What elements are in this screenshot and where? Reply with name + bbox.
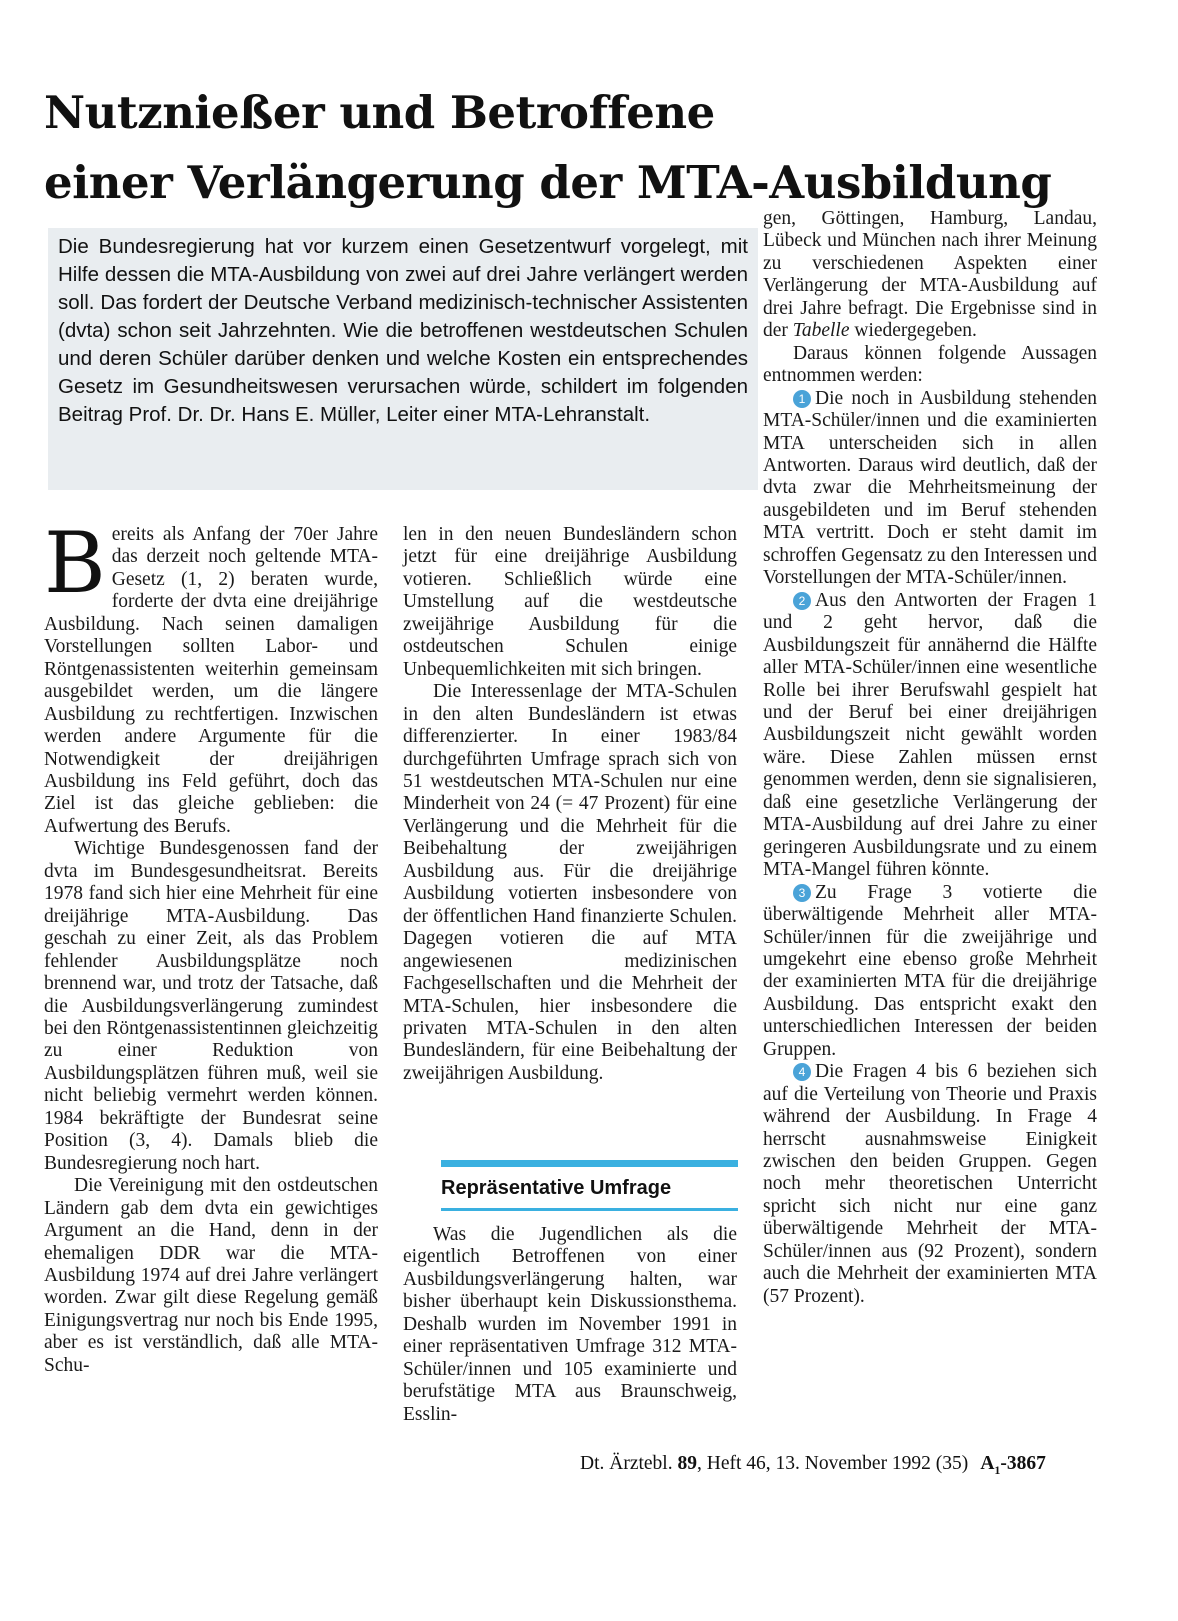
paragraph: len in den neuen Bundesländern schon jetzt für eine dreijährige Ausbildung votieren. Schließlich würde eine Umstellung auf die westdeutsche zweijährige Ausbildung für die ostdeutschen Schulen einige Unbequemlichkeiten mit sich bringen. xyxy=(403,524,737,680)
footer-journal: Dt. Ärztebl. xyxy=(580,1453,678,1474)
paragraph-text: ereits als Anfang der 70er Jahre das derzeit noch geltende MTA-Gesetz (1, 2) beraten wurde, forderte der dvta eine dreijährige Ausbildung. Nach seinen damaligen Vorstellungen sollten Labor- und Röntgenassistenten weiterhin gemeinsam ausgebildet werden, um die längere Ausbildung zu rechtfertigen. Inzwischen werden andere Argumente für die Notwendigkeit der dreijährigen Ausbildung ins Feld geführt, doch das Ziel ist das gleiche geblieben: die Aufwertung des Berufs. xyxy=(44,524,378,837)
page-num: -3867 xyxy=(1000,1453,1046,1474)
text-column-2-continued xyxy=(403,1224,737,1426)
paragraph-text: Die noch in Ausbildung stehenden MTA-Schüler/innen und die examinierten MTA unterscheiden sich in allen Antworten. Daraus wird deutlich, daß der dvta zwar die Mehrheitsmeinung der ausgebildeten und im Beruf stehenden MTA vertritt. Doch er steht damit im schroffen Gegensatz zu den Interessen und Vorstellungen der MTA-Schüler/innen. xyxy=(763,387,1097,589)
title-line-2: einer Verlängerung der MTA-Ausbildung xyxy=(44,156,1052,209)
paragraph-text: Die Fragen 4 bis 6 beziehen sich auf die Verteilung von Theorie und Praxis während der Ausbildung. In Frage 4 herrscht ausnahmsweise Einigkeit zwischen den beiden Gruppen. Gegen noch mehr theoretischen Unterricht spricht sich nicht nur eine ganz überwältigende Mehrheit der MTA-Schüler/innen aus (92 Prozent), sondern auch die Mehrheit der examinierten MTA (57 Prozent). xyxy=(763,1061,1097,1307)
paragraph xyxy=(44,514,378,838)
page-footer xyxy=(580,1452,1100,1482)
paragraph-text: Aus den Antworten der Fragen 1 und 2 geht hervor, daß die Ausbildungszeit für annähernd die Hälfte aller MTA-Schüler/innen eine wesentliche Rolle bei ihrer Berufswahl gespielt hat und der Beruf bei einer dreijährigen Ausbildungszeit nicht gewählt worden wäre. Diese Zahlen müssen ernst genommen werden, denn sie signalisieren, daß eine gesetzliche Verlängerung der MTA-Ausbildung auf drei Jahre zu einer geringeren Ausbildungsrate und zu einem MTA-Mangel führen könnte. xyxy=(763,589,1097,881)
article-title xyxy=(44,78,1144,218)
subhead-rule-bottom xyxy=(441,1208,738,1211)
paragraph: Daraus können folgende Aussagen entnommen werden: xyxy=(763,342,1097,387)
title-line-1: Nutznießer und Betroffene xyxy=(44,86,715,139)
paragraph-text: gen, Göttingen, Hamburg, Landau, Lübeck und München nach ihrer Meinung zu verschiedenen Aspekten einer Verlängerung der MTA-Ausbildung auf drei Jahre befragt. Die Ergebnisse sind in der xyxy=(763,208,1097,342)
table-reference: Tabelle xyxy=(792,320,850,342)
page-number xyxy=(980,1453,1046,1477)
numbered-paragraph xyxy=(763,1061,1097,1308)
number-badge-3: 3 xyxy=(793,884,811,902)
numbered-paragraph xyxy=(763,882,1097,1062)
number-badge-1: 1 xyxy=(793,390,811,408)
paragraph xyxy=(763,208,1097,343)
paragraph-text: Zu Frage 3 votierte die überwältigende Mehrheit aller MTA-Schüler/innen für die zweijährige und umgekehrt eine ebenso große Mehrheit der examinierten MTA für die dreijährige Ausbildung. Das entspricht exakt den unterschiedlichen Interessen der beiden Gruppen. xyxy=(763,881,1097,1060)
text-column-3 xyxy=(763,208,1097,1308)
text-column-2 xyxy=(403,524,737,1085)
subhead-rule-top xyxy=(441,1160,738,1167)
text-column-1 xyxy=(44,514,378,1377)
paragraph: Wichtige Bundesgenossen fand der dvta im Bundesgesundheitsrat. Bereits 1978 fand sich hier eine Mehrheit für eine dreijährige MTA-Ausbildung. Das geschah zu einer Zeit, als das Problem fehlender Ausbildungsplätze noch brennend war, und trotz der Tatsache, daß die Ausbildungsverlängerung zumindest bei den Röntgenassistentinnen gleichzeitig zu einer Reduktion von Ausbildungsplätzen führen muß, weil sie nicht beliebig vermehrt werden können. 1984 bekräftigte der Bundesrat seine Position (3, 4). Damals blieb die Bundesregierung noch hart. xyxy=(44,838,378,1174)
paragraph: Die Interessenlage der MTA-Schulen in den alten Bundesländern ist etwas differenzierter. In einer 1983/84 durchgeführten Umfrage sprach sich von 51 westdeutschen MTA-Schulen nur eine Minderheit von 24 (= 47 Prozent) für eine Verlängerung und die Mehrheit für die Beibehaltung der zweijährigen Ausbildung aus. Für die dreijährige Ausbildung votierten insbesondere von der öffentlichen Hand finanzierte Schulen. Dagegen votieren die auf MTA angewiesenen medizinischen Fachgesellschaften und die Mehrheit der MTA-Schulen, hier insbesondere die privaten MTA-Schulen in den alten Bundesländern, für eine Beibehaltung der zweijährigen Ausbildung. xyxy=(403,681,737,1084)
number-badge-2: 2 xyxy=(793,592,811,610)
footer-volume: 89 xyxy=(677,1453,697,1474)
numbered-paragraph xyxy=(763,388,1097,590)
footer-issue: , Heft 46, 13. November 1992 (35) xyxy=(696,1453,969,1474)
page-prefix: A xyxy=(980,1453,995,1474)
number-badge-4: 4 xyxy=(793,1063,811,1081)
paragraph: Die Vereinigung mit den ostdeutschen Ländern gab dem dvta ein gewichtiges Argument an die Hand, denn in der ehemaligen DDR war die MTA-Ausbildung 1974 auf drei Jahre verlängert worden. Zwar gilt diese Regelung gemäß Einigungsvertrag nur noch bis Ende 1995, aber es ist verständlich, daß alle MTA-Schu- xyxy=(44,1175,378,1376)
lead-paragraph: Die Bundesregierung hat vor kurzem einen Gesetzentwurf vorgelegt, mit Hilfe dessen die MTA-Ausbildung von zwei auf drei Jahre verlängert werden soll. Das fordert der Deutsche Verband medizinisch-technischer Assistenten (dvta) schon seit Jahrzehnten. Wie die betroffenen westdeutschen Schulen und deren Schüler darüber denken und welche Kosten ein entsprechendes Gesetz im Gesundheitswesen verursachen würde, schildert im folgenden Beitrag Prof. Dr. Dr. Hans E. Müller, Leiter einer MTA-Lehranstalt. xyxy=(48,228,758,490)
numbered-paragraph xyxy=(763,590,1097,882)
paragraph-text: wiedergegeben. xyxy=(849,320,977,342)
subheading: Repräsentative Umfrage xyxy=(441,1177,672,1199)
page-sub: 1 xyxy=(994,1462,1001,1477)
paragraph: Was die Jugendlichen als die eigentlich Betroffenen von einer Ausbildungsverlängerung halten, war bisher überhaupt kein Diskussionsthema. Deshalb wurden im November 1991 in einer repräsentativen Umfrage 312 MTA-Schüler/innen und 105 examinierte und berufstätige MTA aus Braunschweig, Esslin- xyxy=(403,1224,737,1425)
drop-cap: B xyxy=(44,514,106,612)
